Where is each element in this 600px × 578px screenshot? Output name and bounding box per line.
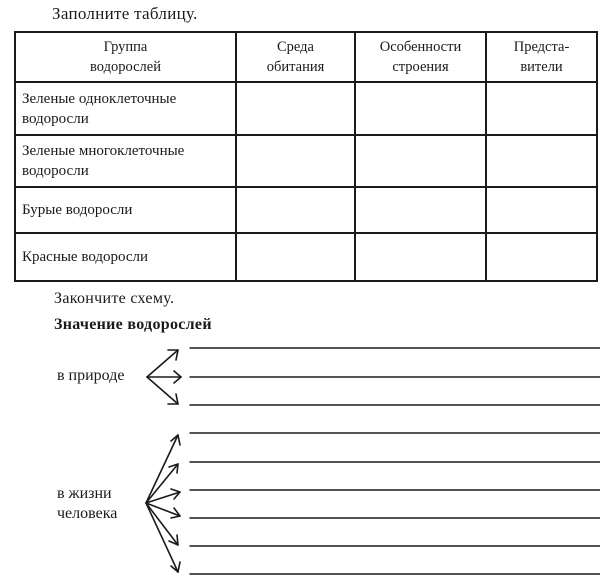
header-structure-line: Особенности: [379, 39, 462, 55]
scheme-label-nature: в природе: [57, 367, 125, 384]
structure-cell[interactable]: [355, 135, 486, 187]
human-arrow-2: [146, 464, 178, 503]
header-representatives: [486, 32, 597, 82]
structure-cell[interactable]: [355, 82, 486, 135]
habitat-cell[interactable]: [236, 135, 355, 187]
header-structure: [355, 32, 486, 82]
row-label-line: Красные водоросли: [22, 249, 149, 265]
nature-arrow-down: [147, 377, 178, 404]
scheme-instruction: Закончите схему.: [54, 290, 175, 307]
habitat-cell[interactable]: [236, 82, 355, 135]
table-row: [15, 135, 597, 187]
human-arrow-6: [146, 503, 180, 572]
table-row: [15, 82, 597, 135]
human-arrow-5: [146, 503, 178, 545]
row-label-line: Зеленые одноклеточные: [22, 90, 177, 107]
representatives-cell[interactable]: [486, 187, 597, 233]
row-label-line: Бурые водоросли: [22, 202, 133, 218]
row-label-line: водоросли: [22, 163, 89, 179]
row-group-label: [15, 187, 236, 233]
structure-cell[interactable]: [355, 233, 486, 281]
structure-cell[interactable]: [355, 187, 486, 233]
scheme-label-human-line2: человека: [57, 505, 118, 522]
human-arrow-4: [146, 503, 180, 518]
human-arrow-3: [146, 489, 180, 503]
table-header-row: [15, 32, 597, 82]
nature-arrow-mid: [147, 371, 181, 383]
algae-table: [14, 31, 598, 282]
row-group-label: [15, 135, 236, 187]
row-group-label: [15, 233, 236, 281]
representatives-cell[interactable]: [486, 135, 597, 187]
human-arrow-1: [146, 435, 180, 503]
row-group-label: [15, 82, 236, 135]
scheme-title: Значение водорослей: [54, 316, 212, 333]
header-representatives-line: Предста-: [513, 39, 570, 55]
table-row: [15, 187, 597, 233]
header-group-line: Группа: [103, 39, 148, 55]
header-structure-line: строения: [392, 59, 449, 75]
header-representatives-line: вители: [520, 59, 563, 75]
table-row: [15, 233, 597, 281]
header-group-line: водорослей: [90, 59, 161, 75]
representatives-cell[interactable]: [486, 82, 597, 135]
header-habitat: [236, 32, 355, 82]
header-group: [15, 32, 236, 82]
habitat-cell[interactable]: [236, 233, 355, 281]
scheme-label-human-line1: в жизни: [57, 485, 112, 502]
header-habitat-line: обитания: [266, 59, 325, 75]
header-habitat-line: Среда: [277, 39, 314, 55]
representatives-cell[interactable]: [486, 233, 597, 281]
table-instruction: Заполните таблицу.: [52, 4, 198, 23]
row-label-line: водоросли: [22, 110, 89, 127]
habitat-cell[interactable]: [236, 187, 355, 233]
row-label-line: Зеленые многоклеточные: [22, 143, 185, 159]
nature-arrow-up: [147, 350, 178, 377]
